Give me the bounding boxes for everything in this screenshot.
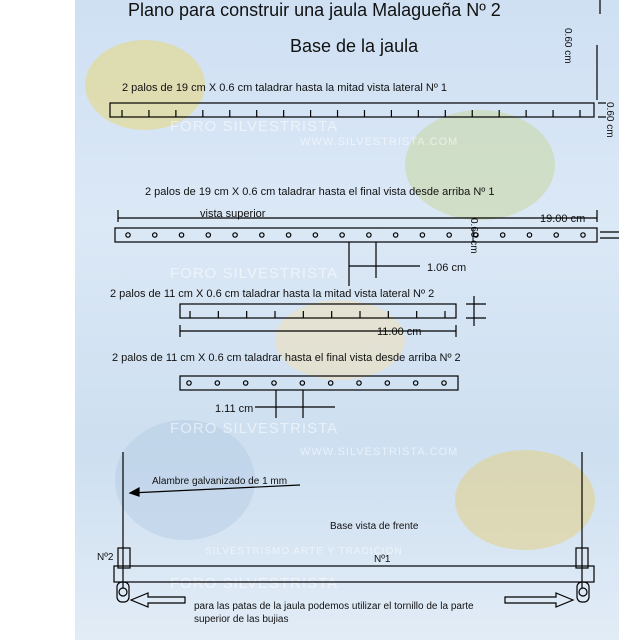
front-view-label: Base vista de frente xyxy=(330,521,419,532)
drill-hole xyxy=(442,381,446,385)
drill-hole xyxy=(420,233,424,237)
dimension-19cm: 19.00 cm xyxy=(540,213,586,225)
section1-label: 2 palos de 19 cm X 0.6 cm taladrar hasta la mitad vista lateral Nº 1 xyxy=(122,82,448,94)
drill-hole xyxy=(385,381,389,385)
left-foot-bolt xyxy=(119,588,127,596)
drill-hole xyxy=(413,381,417,385)
drill-hole xyxy=(215,381,219,385)
drill-hole xyxy=(554,233,558,237)
drill-hole xyxy=(527,233,531,237)
drill-hole xyxy=(501,233,505,237)
left-note-arrow xyxy=(131,593,185,607)
spacing-1-06cm: 1.06 cm xyxy=(427,262,467,274)
stick-11cm-top-view xyxy=(180,376,458,390)
drill-hole xyxy=(300,381,304,385)
feet-note-line1: para las patas de la jaula podemos utilizar el tornillo de la parte xyxy=(194,601,474,612)
right-note-arrow xyxy=(505,593,573,607)
watermark-text: FORO SILVESTRISTA xyxy=(170,265,339,282)
watermark-text: FORO SILVESTRISTA xyxy=(170,420,339,437)
section3-label: 2 palos de 11 cm X 0.6 cm taladrar hasta la mitad vista lateral Nº 2 xyxy=(110,288,435,300)
front-left-number: Nº2 xyxy=(97,552,114,563)
drill-hole xyxy=(393,233,397,237)
watermark-slogan: SILVESTRISMO ARTE Y TRADICION xyxy=(205,546,403,557)
watermark-url: WWW.SILVESTRISTA.COM xyxy=(300,136,459,148)
stick-19cm-holes xyxy=(126,233,585,237)
drill-hole xyxy=(206,233,210,237)
drill-hole xyxy=(233,233,237,237)
section2-label: 2 palos de 19 cm X 0.6 cm taladrar hasta el final vista desde arriba Nº 1 xyxy=(145,186,495,198)
thickness-label-top: 0.60 cm xyxy=(562,28,573,64)
stick-11cm-side-view xyxy=(180,304,456,318)
drill-hole xyxy=(153,233,157,237)
watermark-url: WWW.SILVESTRISTA.COM xyxy=(300,446,459,458)
thickness-label-middle: 0.60 cm xyxy=(468,218,479,254)
wire-pointer-arrow xyxy=(130,485,300,493)
drill-hole xyxy=(260,233,264,237)
front-base-beam xyxy=(114,566,594,582)
drill-hole xyxy=(243,381,247,385)
drill-hole xyxy=(313,233,317,237)
drill-hole xyxy=(357,381,361,385)
drill-hole xyxy=(367,233,371,237)
drill-hole xyxy=(581,233,585,237)
spacing-1-11cm: 1.11 cm xyxy=(215,403,254,415)
diagram-title: Plano para construir una jaula Malagueña Nº 2 xyxy=(128,0,501,20)
section4-label: 2 palos de 11 cm X 0.6 cm taladrar hasta el final vista desde arriba Nº 2 xyxy=(112,352,461,364)
drill-hole xyxy=(126,233,130,237)
stick-19cm-top-view xyxy=(115,228,597,242)
wire-label: Alambre galvanizado de 1 mm xyxy=(152,476,288,487)
dimension-11cm: 11.00 cm xyxy=(377,326,422,338)
drill-hole xyxy=(447,233,451,237)
drill-hole xyxy=(187,381,191,385)
top-view-label: vista superior xyxy=(200,208,266,220)
stick-11cm-holes xyxy=(187,381,446,385)
feet-note-line2: superior de las bujias xyxy=(194,614,289,625)
stick-19cm-drill-marks xyxy=(122,110,580,117)
stick-19cm-side-view xyxy=(110,103,594,117)
front-center-number: Nº1 xyxy=(374,554,391,565)
diagram-subtitle: Base de la jaula xyxy=(290,36,419,56)
drill-hole xyxy=(328,381,332,385)
drill-hole xyxy=(272,381,276,385)
stick-11cm-drill-marks xyxy=(190,311,445,318)
drill-hole xyxy=(286,233,290,237)
thickness-label-upper: 0.60 cm xyxy=(604,102,615,138)
watermark-text: FORO SILVESTRISTA xyxy=(170,118,339,135)
drill-hole xyxy=(474,233,478,237)
drill-hole xyxy=(340,233,344,237)
left-post-block xyxy=(118,548,130,568)
watermark-text: FORO SILVESTRISTA xyxy=(170,575,339,592)
drill-hole xyxy=(179,233,183,237)
right-foot-bolt xyxy=(579,588,587,596)
arrow-head xyxy=(130,488,139,496)
